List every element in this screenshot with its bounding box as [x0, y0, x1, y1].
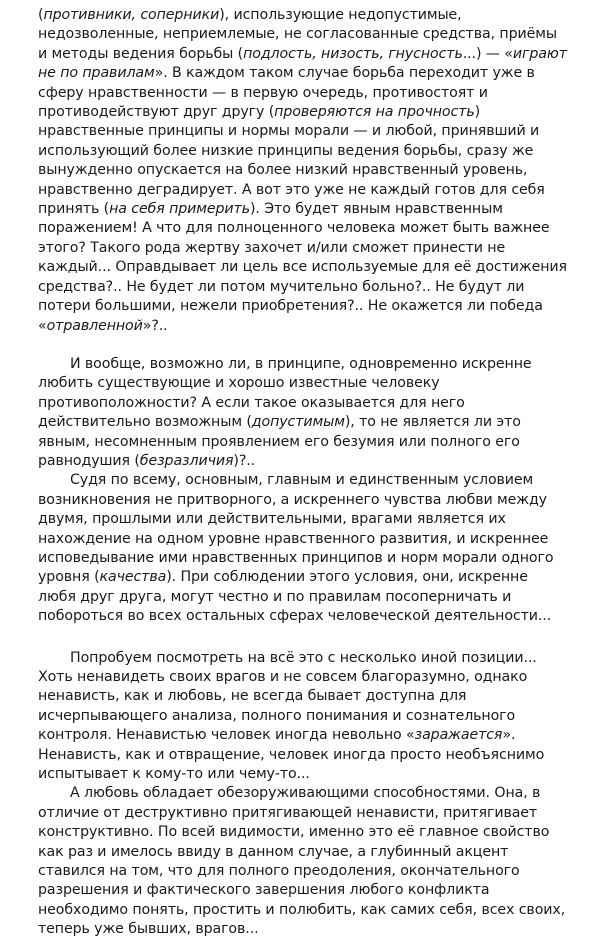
text-run: ). Это будет явным нравственным поражением! А что для полноценного человека может быть важнее этого? Такого рода жертву захочет и/или сможет принести не каждый... Оправдывает ли цель все используемые для её достижения средства?.. Не будет ли потом мучительно больно?.. Не будут ли потери большими, нежели приобретения?.. Не окажется ли победа « [38, 201, 567, 334]
text-run: ) нравственные принципы и нормы морали — и любой, принявший и использующий более низкие принципы ведения борьбы, сразу же вынужденно опускается на более низкий нравственный уровень, нравственно деградирует. А вот это уже не каждый готов для себя принять ( [38, 104, 545, 218]
italic-phrase: играют не по правилам [38, 45, 567, 82]
italic-phrase: отравленной [46, 317, 143, 334]
text-run: Попробуем посмотреть на всё это с несколько иной позиции... Хоть ненавидеть своих врагов и не совсем благоразумно, однако ненависть, как и любовь, не всегда бывает доступна для исчерпывающего анализа, полного понимания и сознательного контроля. Ненавистью человек иногда невольно « [38, 649, 537, 744]
paragraph [38, 784, 570, 939]
text-run: ». В каждом таком случае борьба переходит уже в сферу нравственности — в первую очередь, противостоят и противодействуют друг другу ( [38, 65, 535, 121]
text-run: »?.. [142, 317, 168, 334]
text-run: )?.. [233, 452, 256, 469]
text-run: ( [38, 7, 44, 23]
text-run: И вообще, возможно ли, в принципе, одновременно искренне любить существующие и хорошо известные человеку противоположности? А если такое оказывается для него действительно возможным ( [38, 355, 532, 431]
paragraph [38, 649, 570, 785]
italic-phrase: безразличия [139, 452, 234, 469]
text-run: ), то не является ли это явным, несомненным проявлением его безумия или полного его равнодушия ( [38, 414, 521, 469]
italic-phrase: на себя примерить [109, 201, 250, 218]
italic-phrase: проверяются на прочность [274, 104, 475, 121]
text-run: ). При соблюдении этого условия, они, искренне любя друг друга, могут честно и по правилам посоперничать и побороться во всех остальных сферах человеческой деятельности... [38, 569, 552, 625]
italic-phrase: заражается [414, 727, 503, 744]
text-run: ». Ненависть, как и отвращение, человек иногда просто необъяснимо испытывает к кому-то или чему-то... [38, 727, 545, 783]
italic-phrase: качества [99, 569, 167, 586]
paragraph [38, 355, 570, 471]
text-run: ...) — « [462, 45, 513, 62]
paragraph [38, 471, 570, 626]
italic-phrase: подлость, низость, гнусность [243, 45, 463, 62]
italic-phrase: допустимым [251, 414, 345, 431]
text-run: А любовь обладает обезоруживающими способностями. Она, в отличие от деструктивно притягивающей ненависти, притягивает конструктивно. По всей видимости, именно это её главное свойство как раз и имелось ввиду в данном случае, а глубинный акцент ставился на том, что для полного преодоления, окончательного разрешения и фактического завершения любого конфликта необходимо понять, простить и полюбить, как самих себя, всех своих, теперь уже бывших, врагов... [38, 785, 566, 938]
text-run: ), использующие недопустимые, недозволенные, неприемлемые, не согласованные средства, приёмы и методы ведения борьбы ( [38, 7, 557, 62]
italic-phrase: противники, соперники [43, 7, 220, 23]
text-run: Судя по всему, основным, главным и единственным условием возникновения не притворного, а искреннего чувства любви между двумя, прошлыми или действительными, врагами является их нахождение на одном уровне нравственного развития, и искреннее исповедывание ими нравственных принципов и норм морали одного уровня ( [38, 472, 554, 586]
paragraph [38, 6, 570, 336]
